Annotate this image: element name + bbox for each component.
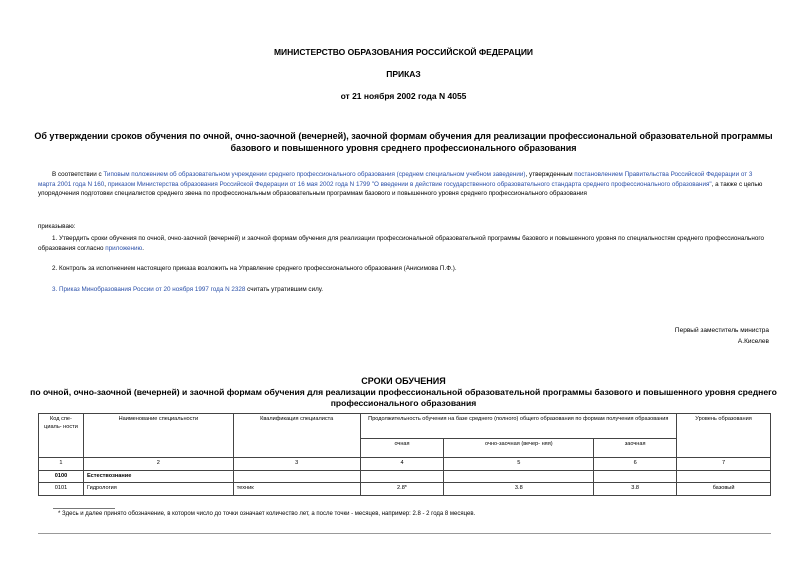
col-number: 6 xyxy=(594,458,677,471)
row-full-time: 2.8* xyxy=(360,483,444,496)
link-government-decree[interactable]: постановлением Правительства Российской Федерации от 3 марта 2001 года N 160 xyxy=(38,171,753,188)
item-1-text: 1. Утвердить сроки обучения по очной, очно-заочной (вечерней) и заочной формам обучения для реализации профессиональной образовательной программы базового и повышенного уровня по специальностям среднего профессионального образования согласно xyxy=(38,235,764,252)
header-code: Код спе- циаль- ности xyxy=(39,414,84,458)
link-typical-regulation[interactable]: Типовым положением об образовательном учреждении среднего профессионального образования (среднем специальном учебном заведении) xyxy=(103,171,526,178)
col-number: 7 xyxy=(677,458,771,471)
group-name: Естествознание xyxy=(83,470,233,483)
link-ministry-order[interactable]: приказом Министерства образования Российской Федерации от 16 мая 2002 года N 1799 "О введении в действие государственного образовательного стандарта среднего профессионального образования" xyxy=(107,180,712,188)
item-1-end: . xyxy=(142,244,145,252)
page-bottom-divider xyxy=(38,533,771,534)
header-qualification: Квалификация специалиста xyxy=(233,414,360,458)
table-group-row xyxy=(39,470,771,483)
preamble-text-3: , xyxy=(104,180,108,188)
table-row xyxy=(39,483,771,496)
row-name: Гидрология xyxy=(83,483,233,496)
link-old-order[interactable]: Приказ Минобразования России от 20 ноября 1997 года N 2328 xyxy=(59,286,246,293)
item-2-paragraph: 2. Контроль за исполнением настоящего приказа возложить на Управление среднего профессионального образования (Анисимова П.Ф.). xyxy=(52,265,457,272)
header-name: Наименование специальности xyxy=(83,414,233,458)
empty-cell xyxy=(360,470,444,483)
footnote-divider xyxy=(53,508,115,509)
item-1-paragraph xyxy=(38,234,770,253)
row-qualification: техник xyxy=(233,483,360,496)
doc-type-heading: ПРИКАЗ xyxy=(386,69,421,79)
row-level: базовый xyxy=(677,483,771,496)
subheader-full-time: очная xyxy=(360,439,444,458)
col-number: 2 xyxy=(83,458,233,471)
item-3-prefix: 3. xyxy=(52,286,60,293)
row-evening: 3.8 xyxy=(444,483,594,496)
col-number: 3 xyxy=(233,458,360,471)
row-correspondence: 3.8 xyxy=(594,483,677,496)
item-3-paragraph xyxy=(38,285,770,295)
ministry-heading: МИНИСТЕРСТВО ОБРАЗОВАНИЯ РОССИЙСКОЙ ФЕДЕРАЦИИ xyxy=(273,47,534,57)
preamble-text-2: , утвержденным xyxy=(525,171,575,178)
preamble-text-1: В соответствии с xyxy=(52,171,104,178)
preamble-paragraph xyxy=(38,170,770,199)
footnote: * Здесь и далее принято обозначение, в котором число до точки означает количество лет, а после точки - месяцев, например: 2.8 - 2 года 8 месяцев. xyxy=(58,511,476,517)
header-duration: Продолжительность обучения на базе среднего (полного) общего образования по формам получения образования xyxy=(360,414,676,439)
col-number: 1 xyxy=(39,458,84,471)
table-header-row xyxy=(39,414,771,439)
link-appendix[interactable]: приложению xyxy=(105,244,143,252)
durations-table xyxy=(38,413,771,496)
group-code: 0100 xyxy=(39,470,84,483)
col-number: 4 xyxy=(360,458,444,471)
empty-cell xyxy=(594,470,677,483)
col-number: 5 xyxy=(444,458,594,471)
signature-position: Первый заместитель министра xyxy=(674,327,769,334)
document-title: Об утверждении сроков обучения по очной, очно-заочной (вечерней), заочной формам обучения для реализации профессиональной образовательной программы базового и повышенного уровня среднего профессионального образования xyxy=(34,131,773,153)
prikazyvayu-text: приказываю: xyxy=(38,223,76,230)
appendix-title: СРОКИ ОБУЧЕНИЯ xyxy=(361,376,446,386)
doc-date-heading: от 21 ноября 2002 года N 4055 xyxy=(340,91,467,101)
preamble-text-4: , а также с целью упорядочения подготовки специалистов среднего звена по профессиональным образовательным программам базового и повышенного уровня среднего профессионального образования xyxy=(38,180,763,198)
item-3-rest: считать утратившим силу. xyxy=(245,286,324,293)
empty-cell xyxy=(444,470,594,483)
table-number-row xyxy=(39,458,771,471)
signature-name: А.Киселев xyxy=(737,338,769,345)
empty-cell xyxy=(677,470,771,483)
subheader-correspondence: заочная xyxy=(594,439,677,458)
row-code: 0101 xyxy=(39,483,84,496)
header-level: Уровень образования xyxy=(677,414,771,458)
appendix-subtitle: по очной, очно-заочной (вечерней) и заочной формам обучения для реализации профессиональной образовательной программы базового и повышенного уровня среднего профессионального образования xyxy=(30,387,777,408)
subheader-evening: очно-заочная (вечер- няя) xyxy=(444,439,594,458)
empty-cell xyxy=(233,470,360,483)
